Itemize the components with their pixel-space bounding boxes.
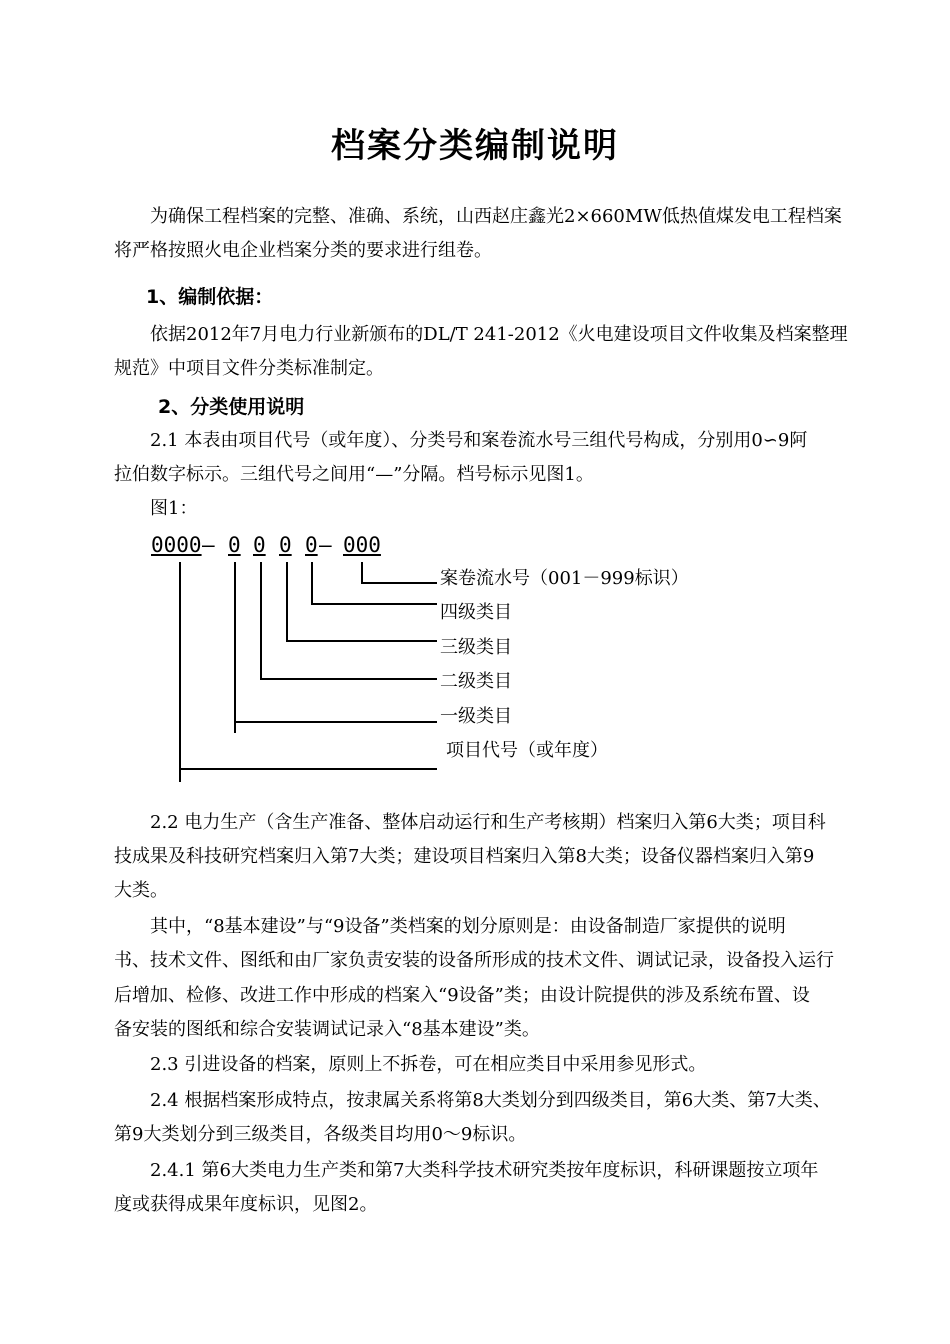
- label-project: 项目代号（或年度）: [446, 740, 608, 761]
- section-2-4-1-line-1: 2.4.1 第6大类电力生产类和第7大类科学技术研究类按年度标识，科研课题按立项年: [150, 1160, 819, 1181]
- paragraph-qizhong-line-4: 备安装的图纸和综合安装调试记录入“8基本建设”类。: [114, 1019, 540, 1040]
- code-serial: 000: [343, 533, 381, 557]
- intro-line-1: 为确保工程档案的完整、准确、系统，山西赵庄鑫光2×660MW低热值煤发电工程档案: [150, 206, 842, 227]
- figure-1-caption: 图1：: [150, 498, 198, 519]
- code-digit-3: 0: [279, 533, 292, 557]
- intro-line-2: 将严格按照火电企业档案分类的要求进行组卷。: [114, 240, 492, 261]
- code-digit-4: 0: [305, 533, 318, 557]
- paragraph-qizhong-line-1: 其中，“8基本建设”与“9设备”类档案的划分原则是：由设备制造厂家提供的说明: [150, 916, 786, 937]
- paragraph-qizhong-line-2: 书、技术文件、图纸和由厂家负责安装的设备所形成的技术文件、调试记录，设备投入运行: [114, 950, 834, 971]
- section-1-heading: 1、编制依据：: [146, 286, 274, 308]
- section-2-4-line-1: 2.4 根据档案形成特点，按隶属关系将第8大类划分到四级类目，第6大类、第7大类、: [150, 1090, 831, 1111]
- section-2-2-line-2: 技成果及科技研究档案归入第7大类；建设项目档案归入第8大类；设备仪器档案归入第9: [114, 846, 815, 867]
- label-level-3: 三级类目: [440, 637, 512, 658]
- section-1-line-1: 依据2012年7月电力行业新颁布的DL/T 241-2012《火电建设项目文件收集及档案整理: [150, 324, 848, 345]
- code-dash-2: —: [319, 533, 332, 557]
- section-2-2-line-3: 大类。: [114, 880, 168, 901]
- section-2-2-line-1: 2.2 电力生产（含生产准备、整体启动运行和生产考核期）档案归入第6大类；项目科: [150, 812, 826, 833]
- section-2-heading: 2、分类使用说明: [158, 396, 305, 418]
- code-project: 0000: [151, 533, 202, 557]
- code-digit-1: 0: [228, 533, 241, 557]
- code-digit-2: 0: [253, 533, 266, 557]
- section-1-line-2: 规范》中项目文件分类标准制定。: [114, 358, 384, 379]
- label-level-2: 二级类目: [440, 671, 512, 692]
- section-2-3-line-1: 2.3 引进设备的档案，原则上不拆卷，可在相应类目中采用参见形式。: [150, 1054, 707, 1075]
- label-level-4: 四级类目: [440, 602, 512, 623]
- code-dash-1: —: [202, 533, 215, 557]
- section-2-4-1-line-2: 度或获得成果年度标识，见图2。: [114, 1194, 378, 1215]
- page-title: 档案分类编制说明: [331, 126, 619, 166]
- label-serial: 案卷流水号（001－999标识）: [440, 568, 689, 589]
- paragraph-qizhong-line-3: 后增加、检修、改进工作中形成的档案入“9设备”类；由设计院提供的涉及系统布置、设: [114, 985, 810, 1006]
- label-level-1: 一级类目: [440, 706, 512, 727]
- section-2-4-line-2: 第9大类划分到三级类目，各级类目均用0～9标识。: [114, 1124, 527, 1145]
- section-2-1-line-1: 2.1 本表由项目代号（或年度）、分类号和案卷流水号三组代号构成，分别用0∽9阿: [150, 430, 808, 451]
- section-2-1-line-2: 拉伯数字标示。三组代号之间用“—”分隔。档号标示见图1。: [114, 464, 594, 485]
